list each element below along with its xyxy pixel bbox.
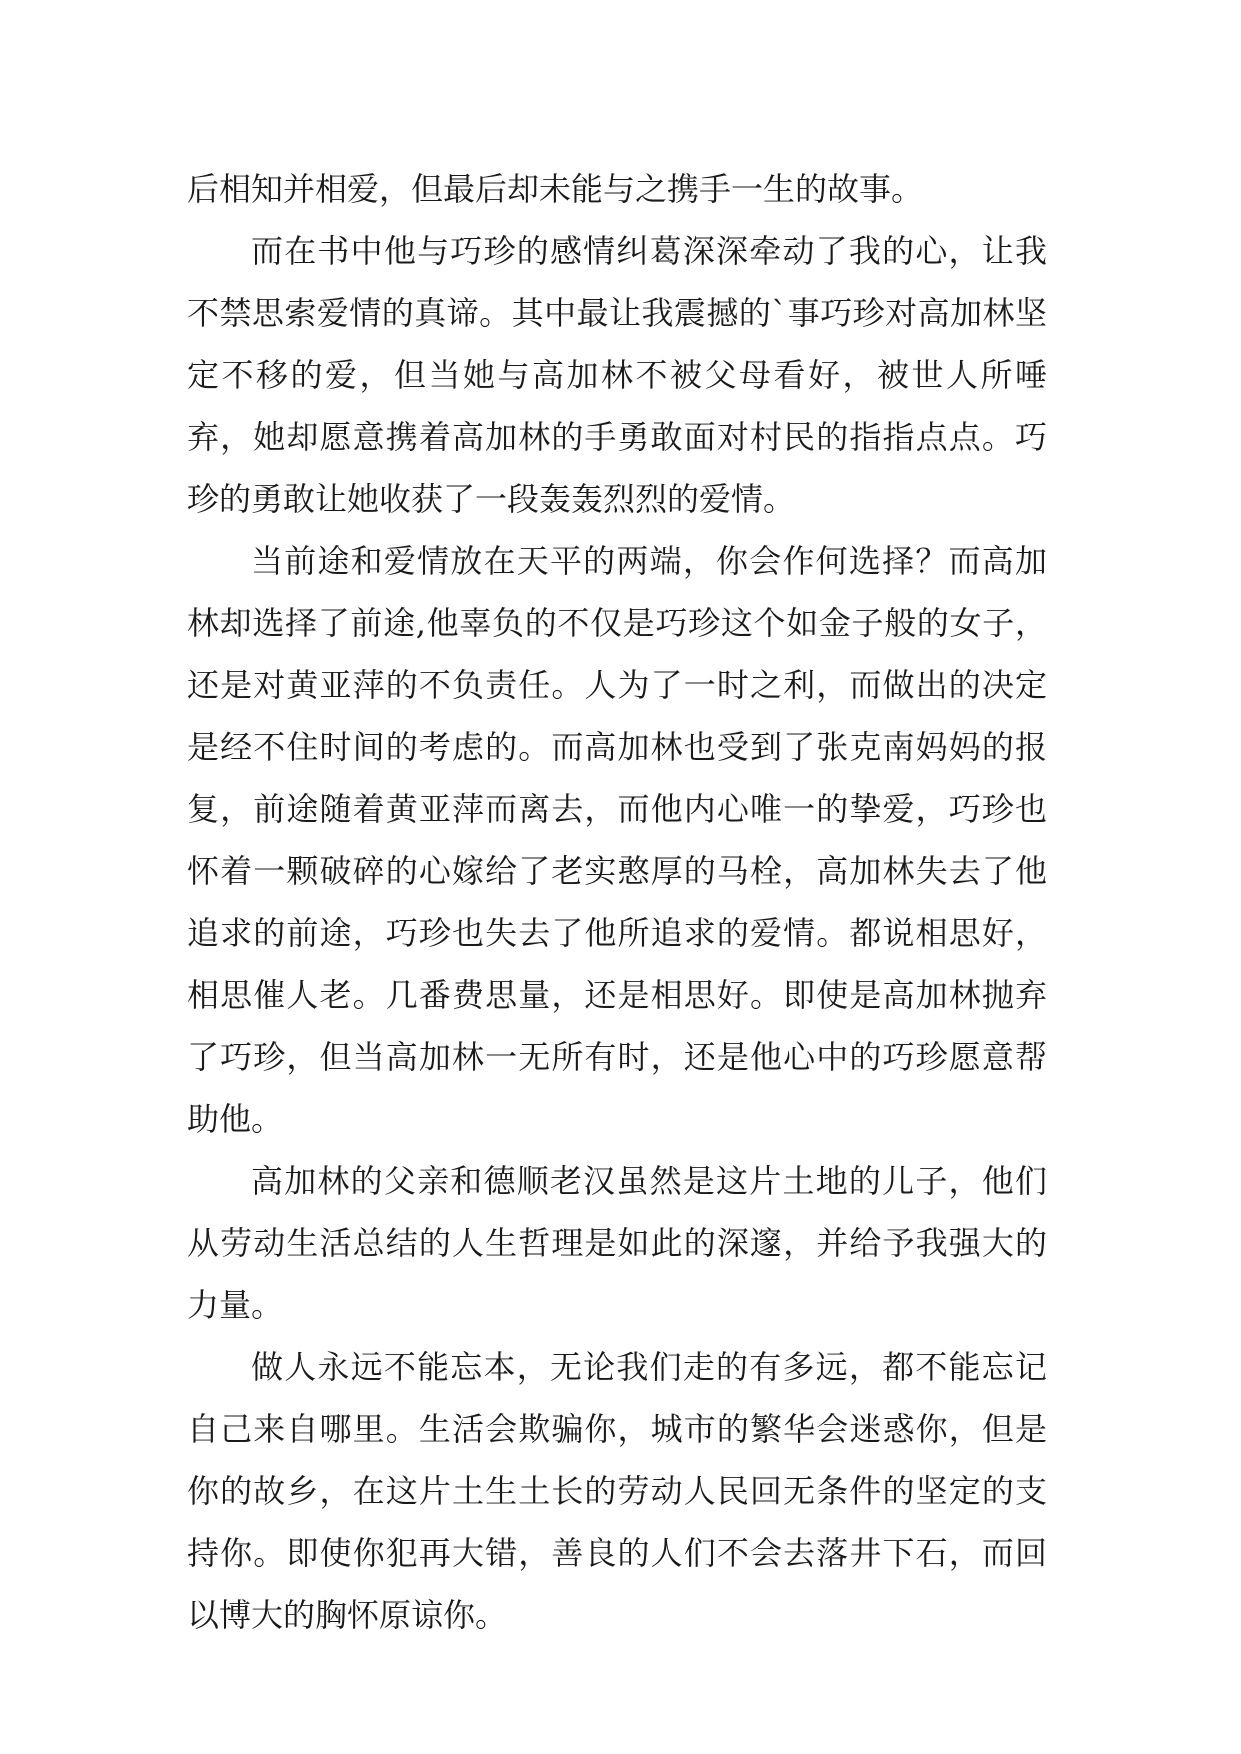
paragraph-never-forget-roots: 做人永远不能忘本，无论我们走的有多远，都不能忘记自己来自哪里。生活会欺骗你，城市的繁华会迷惑你，但是你的故乡，在这片土生土长的劳动人民回无条件的坚定的支持你。即使你犯再大错，善良的人们不会去落井下石，而回以博大的胸怀原谅你。 xyxy=(187,1348,1047,1634)
paragraph-father-and-elder: 高加林的父亲和德顺老汉虽然是这片土地的儿子，他们从劳动生活总结的人生哲理是如此的深邃，并给予我强大的力量。 xyxy=(187,1162,1047,1324)
paragraph-qiaozhen-love: 而在书中他与巧珍的感情纠葛深深牵动了我的心，让我不禁思索爱情的真谛。其中最让我震撼的`事巧珍对高加林坚定不移的爱，但当她与高加林不被父母看好，被世人所唾弃，她却愿意携着高加林的手勇敢面对村民的指指点点。巧珍的勇敢让她收获了一段轰轰烈烈的爱情。 xyxy=(187,232,1047,518)
body-text xyxy=(187,158,1047,1646)
paragraph-continuation: 后相知并相爱，但最后却未能与之携手一生的故事。 xyxy=(187,170,924,208)
paragraph-future-vs-love: 当前途和爱情放在天平的两端，你会作何选择？而高加林却选择了前途,他辜负的不仅是巧珍这个如金子般的女子，还是对黄亚萍的不负责任。人为了一时之利，而做出的决定是经不住时间的考虑的。而高加林也受到了张克南妈妈的报复，前途随着黄亚萍而离去，而他内心唯一的挚爱，巧珍也怀着一颗破碎的心嫁给了老实憨厚的马栓，高加林失去了他追求的前途，巧珍也失去了他所追求的爱情。都说相思好，相思催人老。几番费思量，还是相思好。即使是高加林抛弃了巧珍，但当高加林一无所有时，还是他心中的巧珍愿意帮助他。 xyxy=(187,542,1047,1138)
